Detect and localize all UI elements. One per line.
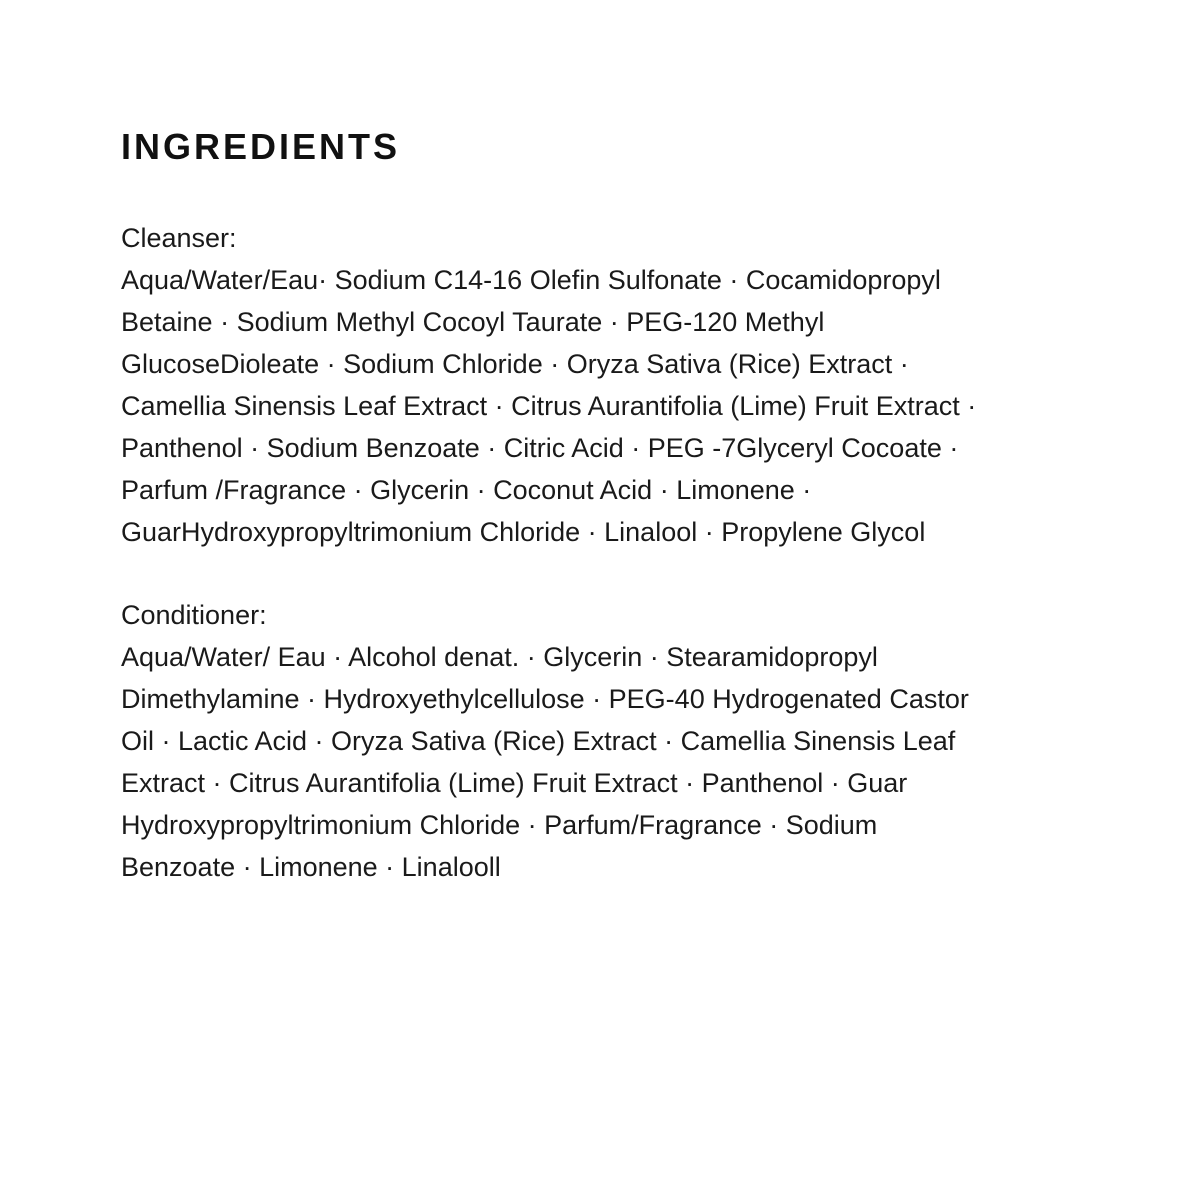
cleanser-line: Panthenol · Sodium Benzoate · Citric Acid · PEG -7Glyceryl Cocoate · (121, 433, 959, 463)
cleanser-line: GuarHydroxypropyltrimonium Chloride · Linalool · Propylene Glycol (121, 517, 926, 547)
cleanser-section (121, 217, 976, 553)
cleanser-line: GlucoseDioleate · Sodium Chloride · Oryza Sativa (Rice) Extract · (121, 349, 909, 379)
conditioner-line: Oil · Lactic Acid · Oryza Sativa (Rice) Extract · Camellia Sinensis Leaf (121, 726, 956, 756)
conditioner-label: Conditioner: (121, 600, 267, 630)
conditioner-line: Dimethylamine · Hydroxyethylcellulose · PEG-40 Hydrogenated Castor (121, 684, 969, 714)
cleanser-line: Parfum /Fragrance · Glycerin · Coconut Acid · Limonene · (121, 475, 812, 505)
conditioner-line: Hydroxypropyltrimonium Chloride · Parfum/Fragrance · Sodium (121, 810, 878, 840)
cleanser-line: Aqua/Water/Eau· Sodium C14-16 Olefin Sulfonate · Cocamidopropyl (121, 265, 941, 295)
ingredients-page (121, 124, 1081, 882)
conditioner-line: Aqua/Water/ Eau · Alcohol denat. · Glycerin · Stearamidopropyl (121, 642, 878, 672)
conditioner-line: Extract · Citrus Aurantifolia (Lime) Fruit Extract · Panthenol · Guar (121, 768, 908, 798)
cleanser-label: Cleanser: (121, 223, 237, 253)
page-title: INGREDIENTS (121, 126, 401, 167)
conditioner-line: Benzoate · Limonene · Linalooll (121, 852, 501, 882)
cleanser-line: Camellia Sinensis Leaf Extract · Citrus Aurantifolia (Lime) Fruit Extract · (121, 391, 977, 421)
cleanser-line: Betaine · Sodium Methyl Cocoyl Taurate · PEG-120 Methyl (121, 307, 825, 337)
conditioner-section (121, 594, 969, 888)
